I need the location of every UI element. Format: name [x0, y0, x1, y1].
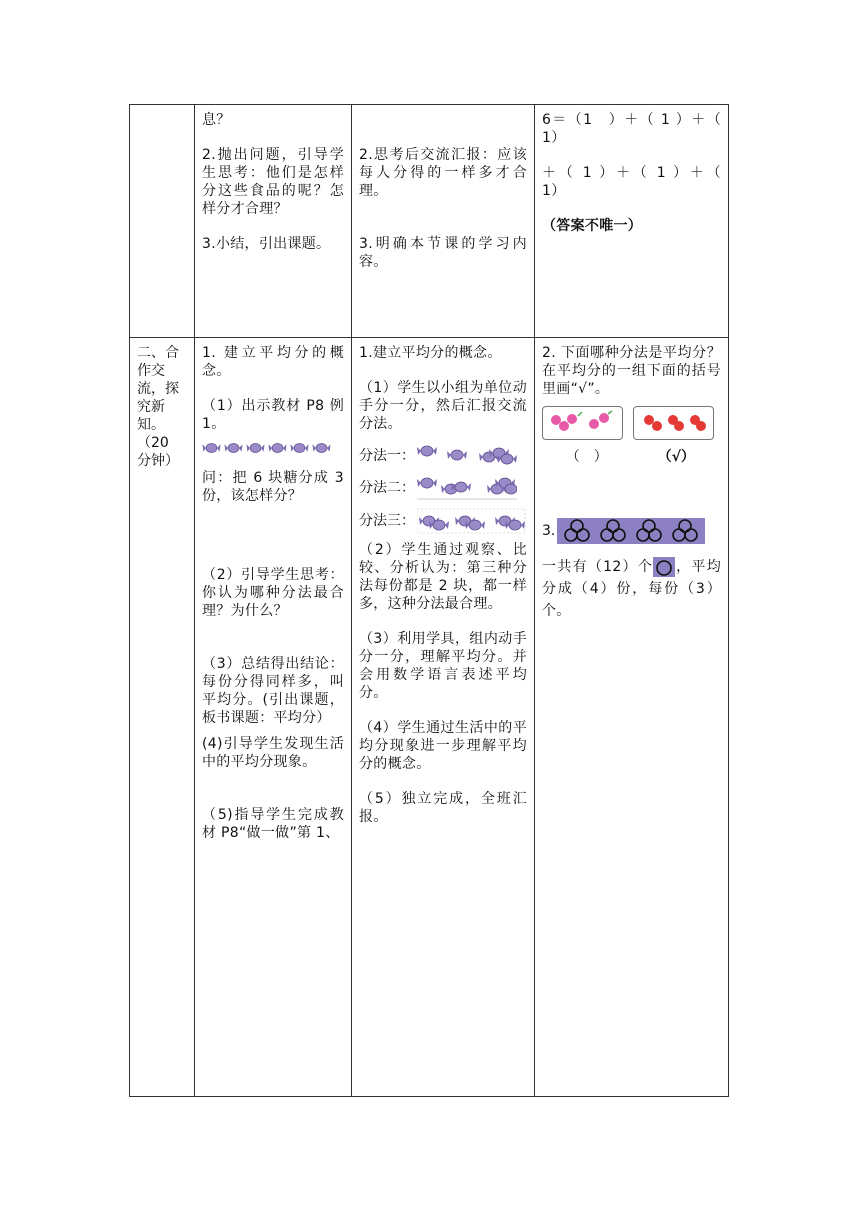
- student-text: 1.建立平均分的概念。: [359, 345, 502, 361]
- lesson-plan-table: [129, 104, 736, 1097]
- stage-cell: 二、合作交流，探究新知。（20 分钟）: [130, 338, 195, 1097]
- candy-icon: [312, 439, 331, 457]
- teacher-text: （1）出示教材 P8 例 1。: [202, 398, 344, 432]
- candy-icon: [246, 439, 265, 457]
- candy-group-icon: [417, 443, 517, 469]
- question-three-text: ，平均分成（4）份，每份（3）个。: [542, 559, 722, 619]
- method-one: 分法一：: [359, 443, 527, 469]
- candy-icon: [202, 439, 221, 457]
- teacher-text: 3.小结，引出课题。: [202, 236, 331, 252]
- ring-groups-icon: [557, 518, 705, 544]
- ring-icon: [653, 557, 675, 577]
- student-text: （3）利用学具，组内动手分一分，理解平均分。并会用数学语言表述平均分。: [359, 631, 527, 701]
- student-text: 2.思考后交流汇报：应该每人分得的一样多才合理。: [359, 147, 527, 199]
- teacher-text: 1. 建立平均分的概念。: [202, 345, 344, 379]
- student-activity-cell: [352, 338, 535, 1097]
- strawberry-picture: [633, 406, 714, 440]
- teacher-text: 问：把 6 块糖分成 3 份，该怎样分？: [202, 470, 344, 504]
- flower-icon: [548, 410, 618, 436]
- method-three: 分法三：: [359, 507, 527, 535]
- student-text: （5）独立完成，全班汇报。: [359, 791, 527, 825]
- strawberry-icon: [639, 410, 709, 436]
- candy-icon: [290, 439, 309, 457]
- stage-cell: [130, 105, 195, 338]
- candy-icon: [224, 439, 243, 457]
- question-three: 3.: [542, 518, 721, 544]
- question-two: 2. 下面哪种分法是平均分？在平均分的一组下面的括号里画“√”。: [542, 345, 721, 397]
- teacher-text: （3）总结得出结论：每份分得同样多，叫平均分。(引出课题，板书课题：平均分）: [202, 656, 344, 726]
- student-text: （4）学生通过生活中的平均分现象进一步理解平均分的概念。: [359, 720, 527, 772]
- table-row: [130, 105, 729, 338]
- table-row: [130, 338, 729, 1097]
- question-three-text: 一共有（12）个: [542, 559, 654, 575]
- student-activity-cell: [352, 105, 535, 338]
- equation-line: ＋（ 1 ）＋（ 1 ）＋（ 1）: [542, 165, 736, 199]
- candy-icon: [268, 439, 287, 457]
- answer-note: （答案不唯一）: [542, 218, 643, 234]
- student-text: （2）学生通过观察、比较、分析认为：第三种分法每份都是 2 块，都一样多，这种分法最合理。: [359, 542, 527, 612]
- answer-brackets: （ ） （√）: [565, 449, 695, 465]
- practice-cell: [535, 105, 736, 338]
- teacher-text: （5)指导学生完成教材 P8“做一做”第 1、: [202, 807, 344, 841]
- student-text: 3.明确本节课的学习内容。: [359, 236, 527, 270]
- candy-illustration: [202, 439, 344, 457]
- method-two: 分法二：: [359, 475, 527, 501]
- flower-picture: [542, 406, 623, 440]
- student-text: （1）学生以小组为单位动手分一分，然后汇报交流分法。: [359, 380, 527, 432]
- teacher-text: 2.抛出问题，引导学生思考：他们是怎样分这些食品的呢？怎样分才合理？: [202, 147, 344, 217]
- candy-group-icon: [417, 475, 517, 501]
- choice-pictures: [542, 406, 721, 440]
- equation-line: 6＝（1 ）＋（ 1 ）＋（ 1）: [542, 112, 736, 146]
- teacher-text: （2）引导学生思考：你认为哪种分法最合理？为什么？: [202, 567, 344, 619]
- teacher-text: 息？: [202, 112, 231, 128]
- teacher-activity-cell: [195, 105, 352, 338]
- teacher-activity-cell: [195, 338, 352, 1097]
- candy-group-icon: [417, 507, 527, 535]
- teacher-text: (4)引导学生发现生活中的平均分现象。: [202, 736, 344, 770]
- practice-cell: [535, 338, 729, 1097]
